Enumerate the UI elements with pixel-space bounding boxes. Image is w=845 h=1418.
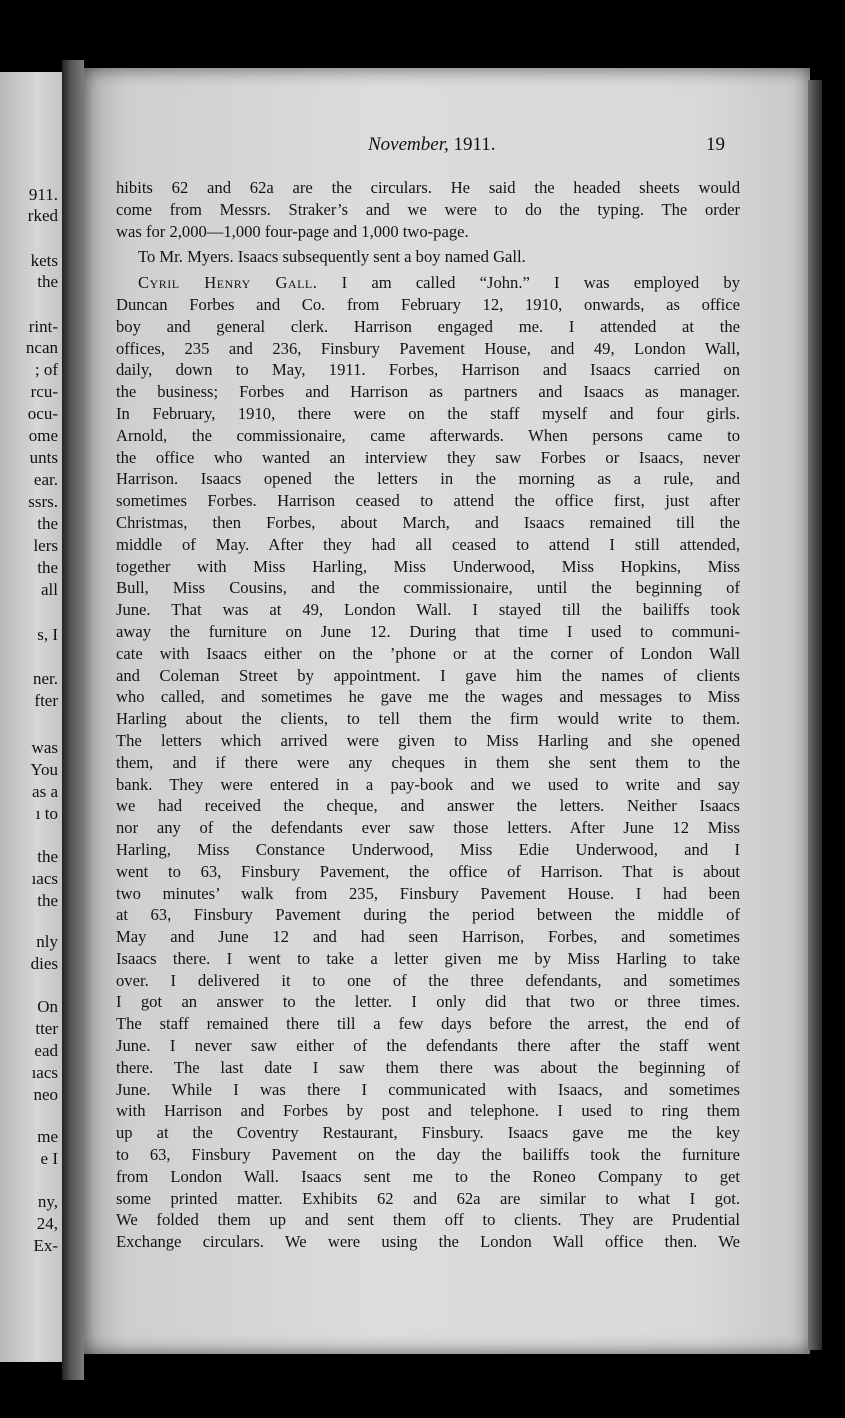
text-line: Harling about the clients, to tell them the firm would write to them.	[116, 709, 740, 729]
text-line: Isaacs there. I went to take a letter given me by Miss Harling to take	[116, 948, 740, 968]
page-body	[116, 177, 740, 1253]
text-line: away the furniture on June 12. During that time I used to communi-	[116, 621, 740, 641]
text-line: two minutes’ walk from 235, Finsbury Pavement House. I had been	[116, 883, 740, 903]
text-line: over. I delivered it to one of the three defendants, and sometimes	[116, 970, 740, 990]
left-page-text-fragment: the	[37, 847, 58, 866]
left-page-text-fragment: nly	[36, 932, 58, 951]
witness-first-line-text: I am called “John.” I was employed by	[317, 273, 741, 293]
text-line: Arnold, the commissionaire, came afterwards. When persons came to	[116, 425, 740, 445]
text-line: to 63, Finsbury Pavement on the day the bailiffs took the furniture	[116, 1145, 740, 1165]
text-line: up at the Coventry Restaurant, Finsbury. Isaacs gave me the key	[116, 1123, 740, 1143]
text-line: Bull, Miss Cousins, and the commissionaire, until the beginning of	[116, 578, 740, 598]
witness-name: Cyril Henry Gall.	[138, 273, 318, 293]
left-page-text-fragment: rcu-	[30, 382, 58, 401]
text-line: Harling, Miss Constance Underwood, Miss Edie Underwood, and I	[116, 839, 740, 859]
text-line: hibits 62 and 62a are the circulars. He said the headed sheets would	[116, 178, 740, 197]
left-page-text-fragment: as a	[32, 782, 58, 801]
left-page-text-fragment: rint-	[28, 317, 58, 336]
paragraph-continuation	[116, 177, 740, 242]
left-page-text-fragment: 911.	[28, 185, 58, 204]
left-page-text-fragment: fter	[34, 691, 58, 710]
text-line: Duncan Forbes and Co. from February 12, 1910, onwards, as office	[116, 294, 740, 314]
left-page-text-fragment: kets	[30, 251, 58, 270]
text-line: daily, down to May, 1911. Forbes, Harrison and Isaacs carried on	[116, 360, 740, 380]
paragraph-to-mr-myers: To Mr. Myers. Isaacs subsequently sent a boy named Gall.	[138, 247, 526, 267]
left-page-text-fragment: the	[37, 272, 58, 291]
left-page-text-fragment: ome	[28, 426, 58, 445]
text-line: June. That was at 49, London Wall. I stayed till the bailiffs took	[116, 600, 740, 620]
paragraph-witness-testimony	[116, 294, 740, 1253]
left-page-text-fragment: ıacs	[31, 1063, 58, 1082]
left-page-text-fragment: the	[37, 558, 58, 577]
left-page-text-fragment: ny,	[37, 1192, 58, 1211]
text-line: Exchange circulars. We were using the London Wall office then. We	[116, 1232, 740, 1252]
left-page-text-fragment: unts	[29, 448, 58, 467]
text-line: at 63, Finsbury Pavement during the period between the middle of	[116, 905, 740, 925]
text-line: I got an answer to the letter. I only did that two or three times.	[116, 992, 740, 1012]
text-line: bank. They were entered in a pay-book and we used to write and say	[116, 774, 740, 794]
text-line: In February, 1910, there were on the staff myself and four girls.	[116, 403, 740, 423]
previous-page-fragment	[0, 72, 62, 1362]
text-line: with Harrison and Forbes by post and telephone. I used to ring them	[116, 1101, 740, 1121]
left-page-text-fragment: On	[37, 997, 58, 1016]
left-page-text-fragment: ıacs	[31, 869, 58, 888]
left-page-text-fragment: lers	[33, 536, 58, 555]
page-number: 19	[706, 134, 725, 155]
text-line: June. I never saw either of the defendants there after the staff went	[116, 1036, 740, 1056]
book-gutter	[62, 60, 84, 1380]
left-page-text-fragment: s, I	[37, 625, 58, 644]
left-page-text-fragment: You	[30, 760, 58, 779]
left-page-text-fragment: neo	[33, 1085, 58, 1104]
left-page-text-fragment: Ex-	[33, 1236, 58, 1255]
text-line: boy and general clerk. Harrison engaged me. I attended at the	[116, 316, 740, 336]
left-page-text-fragment: ncan	[25, 338, 58, 357]
left-page-text-fragment: rked	[27, 206, 58, 225]
left-page-text-fragment: ocu-	[27, 404, 58, 423]
text-line: and Coleman Street by appointment. I gave him the names of clients	[116, 665, 740, 685]
text-line: the business; Forbes and Harrison as partners and Isaacs as manager.	[116, 382, 740, 402]
text-line: who called, and sometimes he gave me the wages and messages to Miss	[116, 687, 740, 707]
text-line: Harrison. Isaacs opened the letters in the morning as a rule, and	[116, 469, 740, 489]
text-line: sometimes Forbes. Harrison ceased to attend the office first, just after	[116, 491, 740, 511]
text-line: some printed matter. Exhibits 62 and 62a are similar to what I got.	[116, 1188, 740, 1208]
text-line: middle of May. After they had all ceased to attend I still attended,	[116, 534, 740, 554]
text-line: nor any of the defendants ever saw those letters. After June 12 Miss	[116, 818, 740, 838]
paragraph-witness-first-line	[116, 272, 740, 294]
running-head	[368, 134, 496, 156]
text-line: offices, 235 and 236, Finsbury Pavement House, and 49, London Wall,	[116, 338, 740, 358]
left-page-text-fragment: was	[31, 738, 58, 757]
left-page-text-fragment: 24,	[36, 1214, 58, 1233]
text-line: we had received the cheque, and answer the letters. Neither Isaacs	[116, 796, 740, 816]
left-page-text-fragment: ner.	[32, 669, 58, 688]
text-line: there. The last date I saw them there was about the beginning of	[116, 1057, 740, 1077]
running-head-year: 1911.	[453, 134, 496, 155]
text-line: from London Wall. Isaacs sent me to the Roneo Company to get	[116, 1166, 740, 1186]
text-line: cate with Isaacs either on the ’phone or at the corner of London Wall	[116, 643, 740, 663]
page-edge-shadow	[808, 80, 822, 1350]
text-line: May and June 12 and had seen Harrison, Forbes, and sometimes	[116, 927, 740, 947]
text-line: was for 2,000—1,000 four-page and 1,000 two-page.	[116, 221, 469, 241]
left-page-text-fragment: ; of	[34, 360, 58, 379]
text-line: June. While I was there I communicated with Isaacs, and sometimes	[116, 1079, 740, 1099]
text-line: The letters which arrived were given to Miss Harling and she opened	[116, 730, 740, 750]
text-line: together with Miss Harling, Miss Underwood, Miss Hopkins, Miss	[116, 556, 740, 576]
running-head-month: November,	[368, 134, 449, 155]
text-line: come from Messrs. Straker’s and we were to do the typing. The order	[116, 199, 740, 219]
left-page-text-fragment: the	[37, 514, 58, 533]
left-page-text-fragment: ead	[34, 1041, 58, 1060]
text-line: Christmas, then Forbes, about March, and Isaacs remained till the	[116, 512, 740, 532]
left-page-text-fragment: all	[41, 580, 58, 599]
text-line: them, and if there were any cheques in them she sent them to the	[116, 752, 740, 772]
left-page-text-fragment: ı to	[35, 804, 58, 823]
text-line: went to 63, Finsbury Pavement, the office of Harrison. That is about	[116, 861, 740, 881]
left-page-text-fragment: ear.	[33, 470, 58, 489]
left-page-text-fragment: me	[37, 1127, 58, 1146]
left-page-text-fragment: dies	[30, 954, 58, 973]
text-line: the office who wanted an interview they saw Forbes or Isaacs, never	[116, 447, 740, 467]
text-line: The staff remained there till a few days before the arrest, the end of	[116, 1014, 740, 1034]
left-page-text-fragment: the	[37, 891, 58, 910]
text-line: We folded them up and sent them off to clients. They are Prudential	[116, 1210, 740, 1230]
left-page-text-fragment: tter	[35, 1019, 58, 1038]
left-page-text-fragment: ssrs.	[28, 492, 58, 511]
left-page-text-fragment: e I	[40, 1149, 58, 1168]
